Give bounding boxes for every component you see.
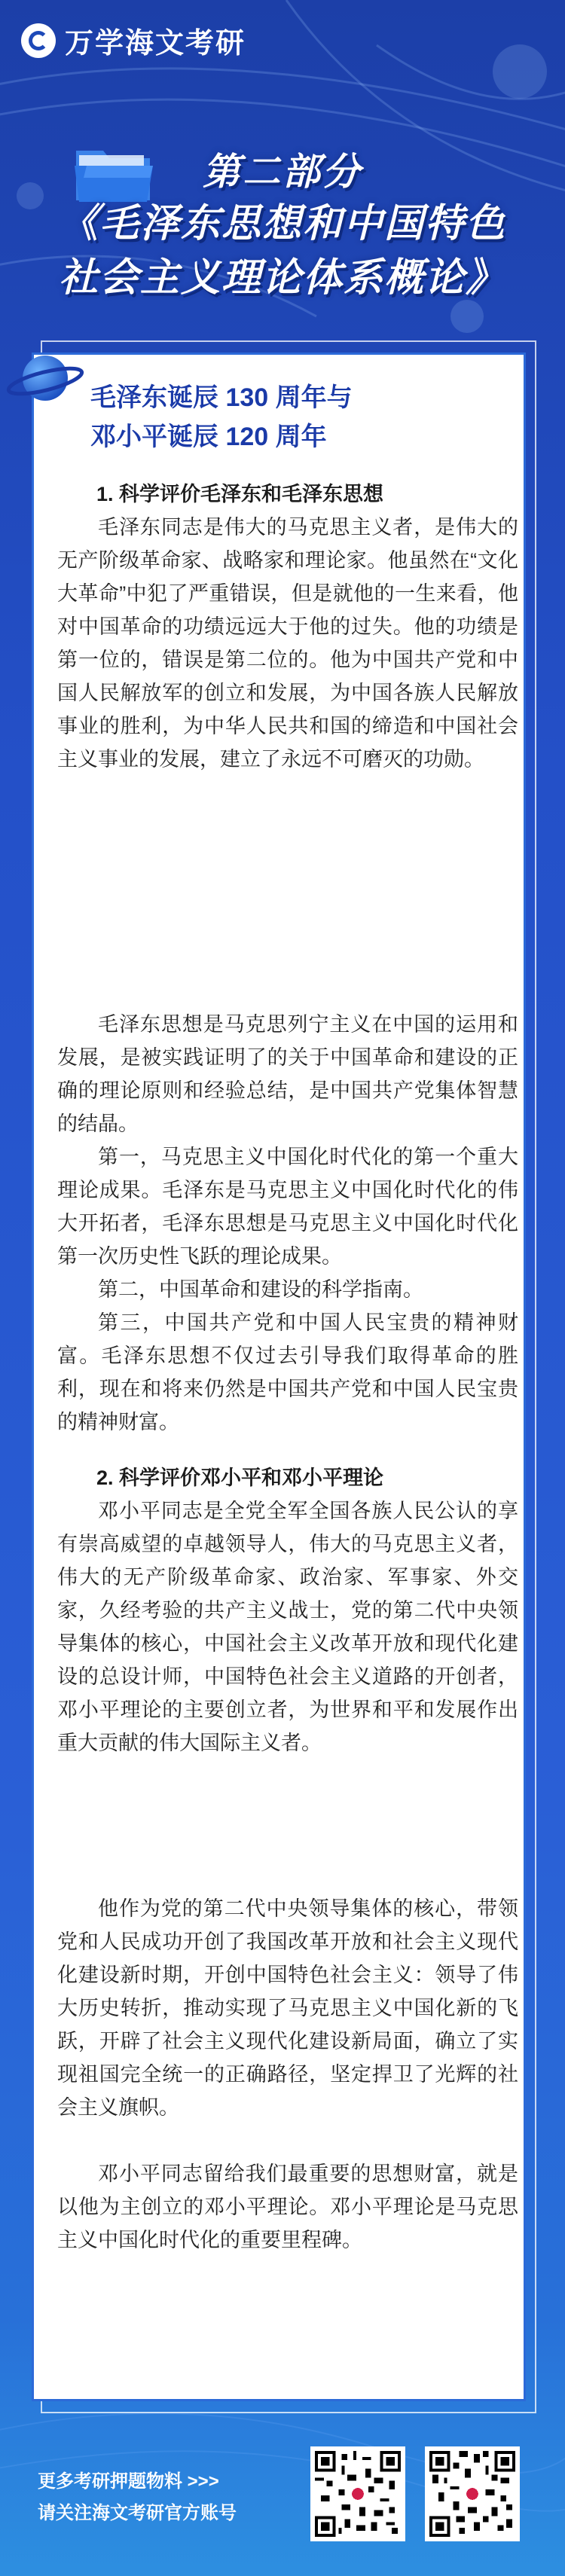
section2-paragraph: 邓小平同志留给我们最重要的思想财富，就是以他为主创立的邓小平理论。邓小平理论是马克思主义中国化时代化的重要里程碑。 [57, 2162, 518, 2251]
title-book-line2: 社会主义理论体系概论》 [58, 256, 506, 300]
brand-logo[interactable] [21, 20, 246, 61]
footer-line1: 更多考研押题物料 >>> [38, 2471, 219, 2492]
section1-paragraph: 第二，中国革命和建设的科学指南。 [98, 1278, 423, 1301]
section1-paragraph: 第一，马克思主义中国化时代化的第一个重大理论成果。毛泽东是马克思主义中国化时代化的伟大开拓者，毛泽东思想是马克思主义中国化时代化第一次历史性飞跃的理论成果。 [57, 1146, 518, 1268]
section1-paragraph: 毛泽东同志是伟大的马克思主义者，是伟大的无产阶级革命家、战略家和理论家。他虽然在“文化大革命”中犯了严重错误，但是就他的一生来看，他对中国革命的功绩远远大于他的过失。他的功绩是第一位的，错误是第二位的。他为中国共产党和中国人民解放军的创立和发展，为中国各族人民解放事业的胜利，为中华人民共和国的缔造和中国社会主义事业的发展，建立了永远不可磨灭的功勋。 [57, 516, 518, 771]
section1-paragraph: 第三，中国共产党和中国人民宝贵的精神财富。毛泽东思想不仅过去引导我们取得革命的胜利，现在和将来仍然是中国共产党和中国人民宝贵的精神财富。 [57, 1311, 518, 1433]
qr-code-image [310, 2446, 405, 2541]
logo-mark-icon [21, 23, 56, 58]
section2-title: 2. 科学评价邓小平和邓小平理论 [96, 1467, 384, 1489]
section2-paragraph: 邓小平同志是全党全军全国各族人民公认的享有崇高威望的卓越领导人，伟大的马克思主义者，伟大的无产阶级革命家、政治家、军事家、外交家，久经考验的共产主义战士，党的第二代中央领导集体的核心，中国社会主义改革开放和现代化建设的总设计师，中国特色社会主义道路的开创者，邓小平理论的主要创立者，为世界和平和发展作出重大贡献的伟大国际主义者。 [57, 1500, 518, 1754]
section1-paragraph: 毛泽东思想是马克思列宁主义在中国的运用和发展，是被实践证明了的关于中国革命和建设的正确的理论原则和经验总结，是中国共产党集体智慧的结晶。 [57, 1013, 518, 1135]
card-heading-line2: 邓小平诞辰 120 周年 [90, 423, 327, 451]
qr-code-icon [429, 2451, 515, 2537]
title-book-line1: 《毛泽东思想和中国特色 [58, 202, 506, 246]
card-heading-line1: 毛泽东诞辰 130 周年与 [90, 383, 353, 412]
qr-code-icon [315, 2451, 401, 2537]
planet-icon [6, 348, 84, 408]
title-part: 第二部分 [203, 151, 362, 193]
section1-title: 1. 科学评价毛泽东和毛泽东思想 [96, 483, 384, 505]
brand-name: 万学海文考研 [65, 28, 246, 60]
qr-code-image [425, 2446, 520, 2541]
section2-paragraph: 他作为党的第二代中央领导集体的核心，带领党和人民成功开创了我国改革开放和社会主义现代化建设新时期，开创中国特色社会主义：领导了伟大历史转折，推动实现了马克思主义中国化新的飞跃，开辟了社会主义现代化建设新局面，确立了实现祖国完全统一的正确路径，坚定捍卫了光辉的社会主义旗帜。 [57, 1897, 518, 2119]
footer-line2: 请关注海文考研官方账号 [38, 2503, 237, 2523]
